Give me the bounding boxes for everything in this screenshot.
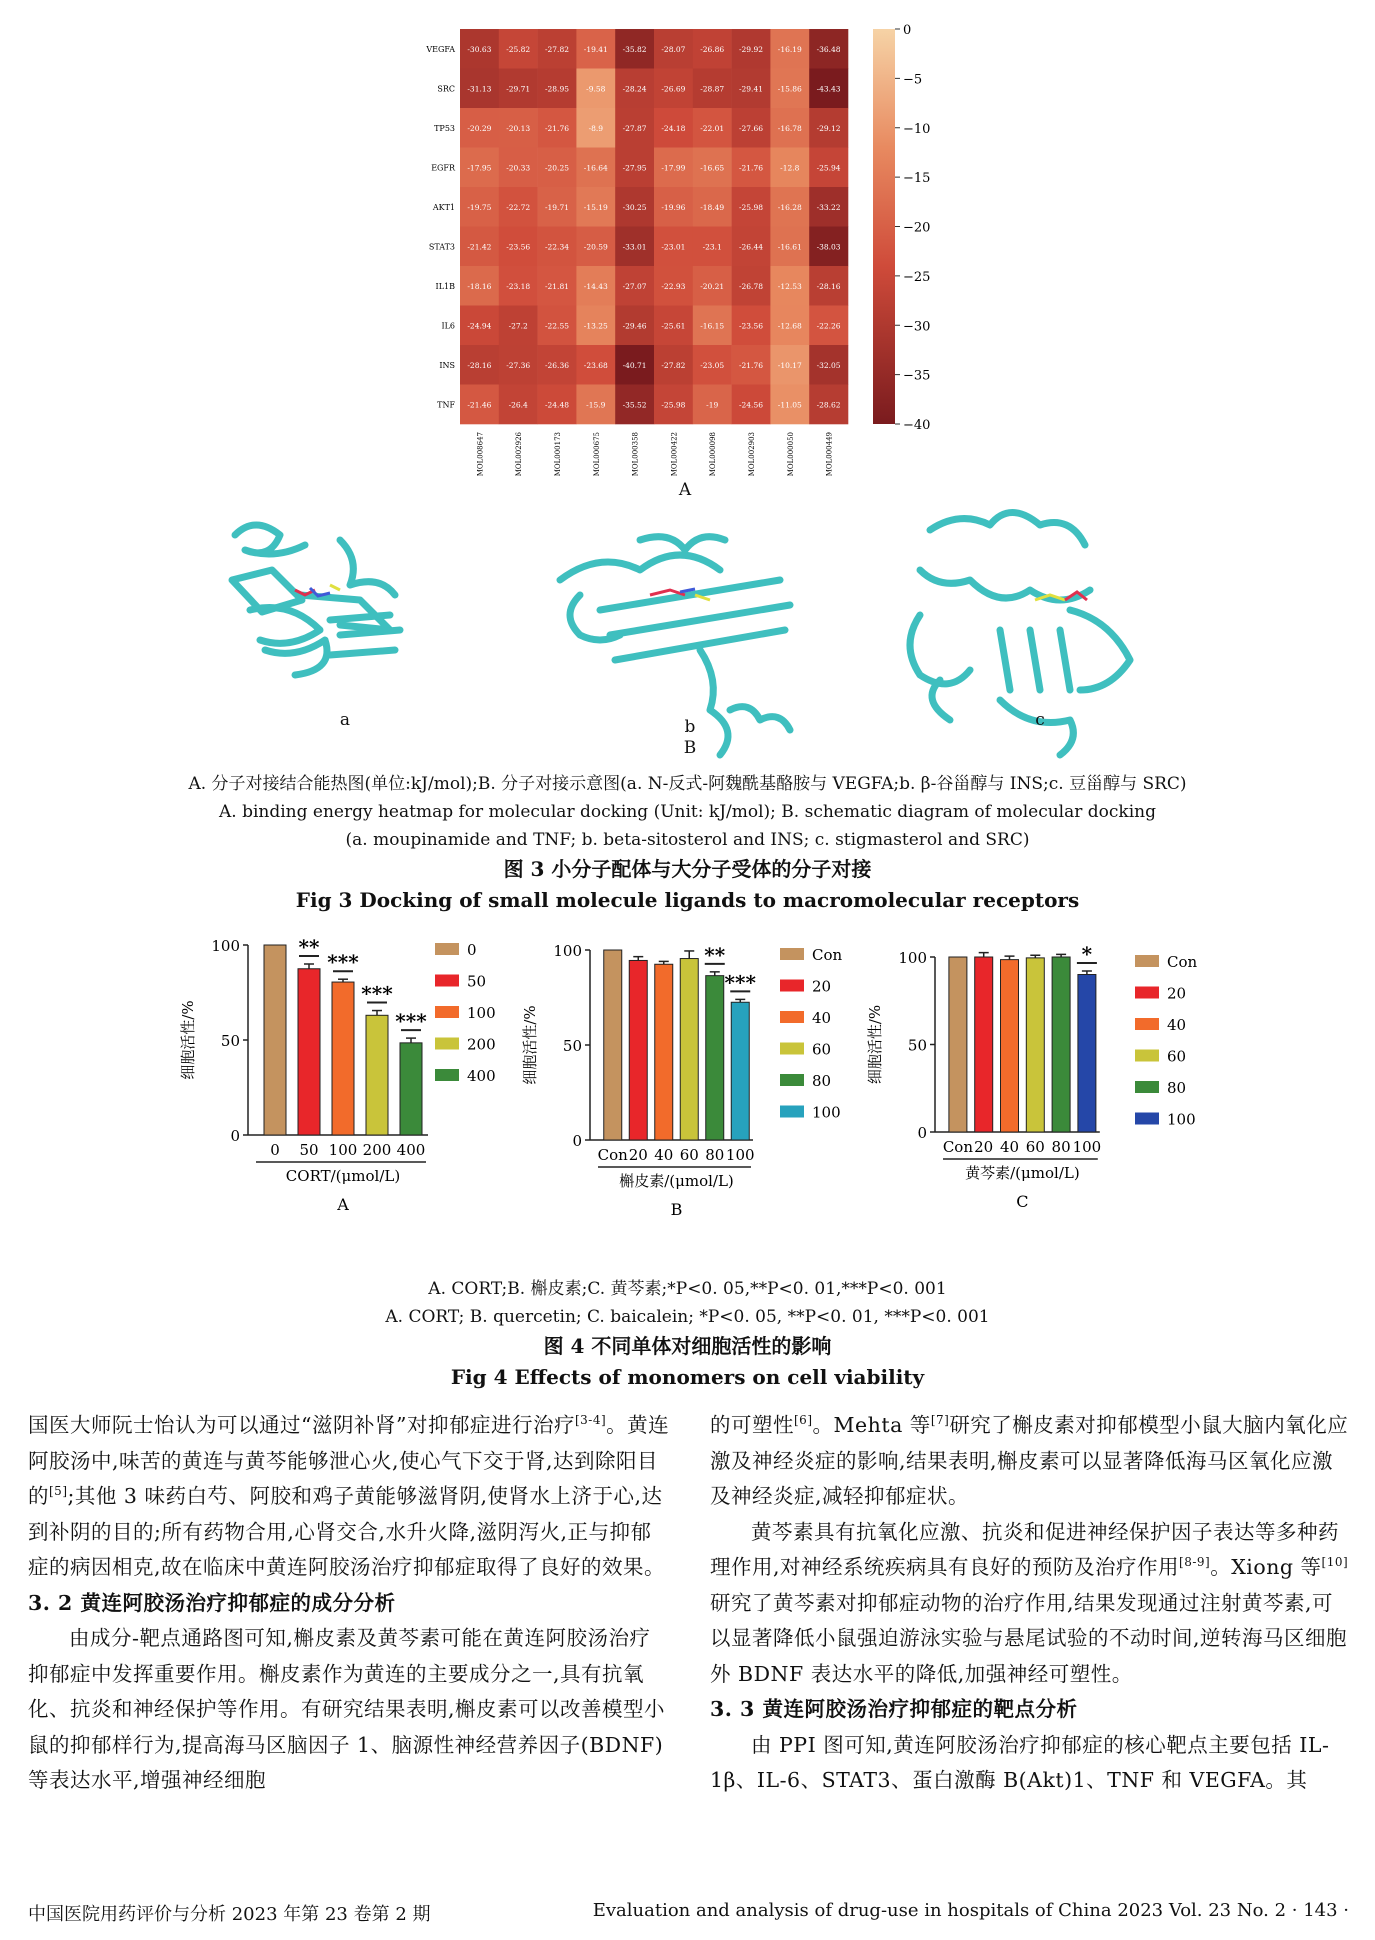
heatmap-cell-value: -38.03 [816, 242, 841, 252]
section-heading-3-3: 3. 3 黄连阿胶汤治疗抑郁症的靶点分析 [710, 1697, 1078, 1721]
heatmap-cell-value: -10.17 [777, 360, 802, 370]
colorbar-tick-label: −10 [903, 121, 931, 137]
heatmap-cell-value: -28.95 [544, 84, 570, 94]
heatmap-cell-value: -26.4 [508, 400, 528, 410]
heatmap-cell-value: -26.86 [700, 44, 725, 54]
heatmap-cell-value: -23.68 [583, 360, 608, 370]
heatmap-colorbar [873, 29, 895, 424]
heatmap-cell-value: -25.98 [661, 400, 686, 410]
bar [1078, 975, 1096, 1133]
colorbar-tick-label: −35 [903, 368, 931, 384]
section-heading-3-2: 3. 2 黄连阿胶汤治疗抑郁症的成分分析 [28, 1590, 396, 1615]
sig-marker: *** [395, 1009, 427, 1034]
heatmap-cell-value: -24.18 [661, 123, 686, 133]
heatmap-cell-value: -28.16 [816, 281, 841, 291]
heatmap-row-label: TNF [437, 400, 455, 410]
sig-marker: * [1081, 942, 1093, 966]
heatmap-cell-value: -16.65 [700, 163, 725, 173]
x-tick-label: 200 [362, 1141, 392, 1159]
heatmap-row-label: EGFR [431, 163, 455, 173]
heatmap-row-label: STAT3 [428, 242, 455, 252]
legend-swatch [1135, 955, 1159, 967]
legend-swatch [1135, 1050, 1159, 1062]
heatmap-cell-value: -40.71 [622, 360, 647, 370]
heatmap-cell-value: -27.66 [738, 123, 764, 133]
colorbar-tick-label: −25 [903, 269, 931, 285]
heatmap-cell-value: -27.87 [622, 123, 647, 133]
sig-marker: ** [298, 935, 320, 959]
legend-label: Con [812, 946, 843, 964]
heatmap-cell-value: -28.24 [622, 84, 647, 94]
x-tick-label: 400 [396, 1141, 426, 1159]
heatmap-cell-value: -13.25 [583, 321, 608, 331]
y-tick-label: 0 [230, 1127, 240, 1145]
x-tick-label: 40 [999, 1138, 1020, 1156]
colorbar-tick-label: 0 [903, 23, 912, 38]
sig-marker: *** [361, 981, 393, 1006]
heatmap-cell-value: -9.58 [586, 84, 606, 94]
panel-label: B [670, 1200, 683, 1219]
x-tick-label: 100 [328, 1141, 358, 1159]
sig-marker: ** [704, 942, 726, 967]
x-tick-label: 20 [628, 1146, 648, 1164]
x-tick-label: 60 [1025, 1138, 1045, 1156]
heatmap-cell-value: -16.28 [777, 202, 802, 212]
x-axis-label: 黄芩素/(μmol/L) [965, 1164, 1080, 1182]
right-paragraph-1: 的可塑性[6]。Mehta 等[7]研究了槲皮素对抑郁模型小鼠大脑内氧化应激及神经炎症的影响,结果表明,槲皮素可以显著降低海马区氧化应激及神经炎症,减轻抑郁症状。 [710, 1413, 1349, 1508]
heatmap-cell-value: -27.82 [661, 360, 686, 370]
legend-swatch [435, 943, 459, 955]
y-tick-label: 100 [898, 949, 927, 967]
heatmap-cell-value: -35.82 [622, 44, 647, 54]
y-axis-label: 细胞活性/% [521, 1005, 539, 1085]
heatmap-cell-value: -22.55 [544, 321, 570, 331]
y-axis-label: 细胞活性/% [179, 1000, 197, 1080]
heatmap-panel-label: A [678, 480, 692, 500]
fig4-charts [0, 925, 1375, 1280]
legend-swatch [435, 975, 459, 987]
heatmap-cell-value: -27.36 [506, 360, 531, 370]
heatmap-col-label: MOL000173 [554, 432, 562, 477]
legend-label: 100 [1167, 1110, 1196, 1129]
heatmap-cell-value: -22.01 [700, 123, 725, 133]
bar [680, 959, 698, 1140]
docking-protein-c [910, 513, 1130, 756]
left-column [28, 1408, 670, 1799]
legend-label: 60 [812, 1040, 832, 1059]
heatmap-cell-value: -43.43 [816, 84, 841, 94]
y-tick-label: 100 [553, 942, 582, 960]
y-tick-label: 0 [917, 1124, 927, 1142]
heatmap-col-label: MOL002903 [748, 432, 756, 477]
fig3-caption-en1: A. binding energy heatmap for molecular docking (Unit: kJ/mol); B. schematic diagram of molecular docking [218, 802, 1156, 822]
heatmap-cell-value: -18.49 [700, 202, 725, 212]
heatmap-cell-value: -26.36 [544, 360, 570, 370]
heatmap-cell-value: -27.07 [622, 281, 647, 291]
y-tick-label: 50 [220, 1032, 240, 1050]
fig3-title-cn: 图 3 小分子配体与大分子受体的分子对接 [503, 857, 872, 881]
heatmap-col-label: MOL008647 [476, 432, 485, 477]
heatmap-cell-value: -23.56 [738, 321, 764, 331]
fig4-caption-en: A. CORT; B. quercetin; C. baicalein; *P<0. 05, **P<0. 01, ***P<0. 001 [385, 1307, 990, 1327]
bar [264, 945, 286, 1135]
legend-label: 40 [812, 1009, 832, 1027]
y-tick-label: 50 [562, 1037, 582, 1055]
heatmap-row-label: INS [439, 360, 455, 370]
heatmap-cell-value: -33.22 [816, 202, 841, 212]
left-paragraph-1: 国医大师阮士怡认为可以通过“滋阴补肾”对抑郁症进行治疗[3-4]。黄连阿胶汤中,味苦的黄连与黄芩能够泄心火,使心气下交于肾,达到除阳目的[5];其他 3 味药白芍、阿胶和鸡子黄能够滋肾阴,使肾水上济于心,达到补阴的目的;所有药物合用,心肾交合,水升火降,滋阴泻火,正与抑郁症的病因相克,故在临床中黄连阿胶汤治疗抑郁症取得了良好的效果。 [28, 1413, 670, 1579]
heatmap-col-label: MOL000050 [786, 432, 795, 477]
x-tick-label: 100 [725, 1146, 755, 1164]
legend-swatch [435, 1038, 459, 1050]
x-tick-label: 40 [654, 1146, 674, 1164]
legend-swatch [780, 980, 804, 992]
legend-swatch [1135, 1018, 1159, 1030]
x-tick-label: Con [942, 1138, 973, 1156]
bar [949, 957, 967, 1132]
chart-panel-C [866, 942, 1198, 1211]
heatmap-cell-value: -22.26 [816, 321, 841, 331]
panel-label: A [337, 1195, 349, 1214]
heatmap-cell-value: -30.25 [622, 202, 647, 212]
right-column [710, 1408, 1352, 1799]
legend-label: 60 [1167, 1047, 1187, 1066]
heatmap-cell-value: -36.48 [816, 44, 841, 54]
heatmap-cell-value: -25.82 [506, 44, 531, 54]
heatmap-row-label: AKT1 [432, 202, 455, 212]
heatmap-cell-value: -20.29 [467, 123, 492, 133]
heatmap-row-label: IL1B [435, 281, 455, 291]
heatmap-cell-value: -22.72 [506, 202, 531, 212]
legend-swatch [1135, 987, 1159, 999]
heatmap-cell-value: -24.94 [467, 321, 492, 331]
heatmap-cell-value: -29.71 [506, 84, 531, 94]
heatmap-cell-value: -33.01 [622, 242, 647, 252]
panel-label: C [1016, 1192, 1029, 1211]
heatmap-cell-value: -16.19 [777, 44, 802, 54]
heatmap-cell-value: -25.94 [816, 163, 841, 173]
heatmap-cell-value: -20.21 [700, 281, 725, 291]
heatmap-cell-value: -31.13 [467, 84, 492, 94]
sig-marker: *** [724, 970, 756, 995]
legend-swatch [780, 1011, 804, 1023]
y-tick-label: 50 [907, 1036, 927, 1055]
heatmap-figure [0, 0, 1375, 500]
legend-label: 20 [1167, 984, 1187, 1003]
heatmap-cell-value: -28.16 [467, 360, 492, 370]
heatmap-cell-value: -12.8 [780, 163, 800, 173]
docking-label-c: c [1035, 710, 1045, 730]
legend-label: 200 [467, 1035, 496, 1054]
heatmap-cell-value: -20.25 [544, 163, 570, 173]
heatmap-cell-value: -21.81 [544, 281, 570, 291]
heatmap-cell-value: -19.96 [661, 202, 686, 212]
heatmap-cell-value: -26.69 [661, 84, 686, 94]
heatmap-cell-value: -16.64 [583, 163, 608, 173]
heatmap-row-label: IL6 [441, 321, 455, 331]
heatmap-cell-value: -20.33 [506, 163, 531, 173]
right-paragraph-2: 黄芩素具有抗氧化应激、抗炎和促进神经保护因子表达等多种药理作用,对神经系统疾病具有良好的预防及治疗作用[8-9]。Xiong 等[10]研究了黄芩素对抑郁症动物的治疗作用,结果发现通过注射黄芩素,可以显著降低小鼠强迫游泳实验与悬尾试验的不动时间,逆转海马区细胞外 BDNF 表达水平的降低,加强神经可塑性。 [710, 1519, 1349, 1686]
heatmap-cell-value: -11.05 [777, 400, 802, 410]
heatmap-row-label: SRC [437, 84, 455, 94]
colorbar-tick-label: −15 [903, 171, 931, 187]
fig4-title-en: Fig 4 Effects of monomers on cell viability [450, 1365, 925, 1389]
legend-label: 40 [1167, 1016, 1187, 1034]
heatmap-cell-value: -15.9 [586, 400, 606, 410]
heatmap-cell-value: -19.71 [544, 202, 570, 212]
x-tick-label: 60 [679, 1146, 699, 1164]
heatmap-cell-value: -21.42 [467, 242, 492, 252]
docking-label-b: b [684, 717, 696, 737]
fig3-title-en: Fig 3 Docking of small molecule ligands to macromolecular receptors [295, 888, 1080, 912]
heatmap-cell-value: -27.82 [544, 44, 570, 54]
bar [706, 976, 724, 1140]
heatmap-cell-value: -21.76 [544, 123, 570, 133]
heatmap-cell-value: -12.68 [777, 321, 802, 331]
heatmap-cell-value: -29.92 [738, 44, 764, 54]
legend-swatch [780, 948, 804, 960]
chart-panel-A [179, 935, 496, 1214]
heatmap-cell-value: -19.41 [583, 44, 608, 54]
heatmap-cell-value: -21.76 [738, 163, 764, 173]
heatmap-cell-value: -26.78 [738, 281, 764, 291]
heatmap-col-label: MOL000358 [631, 432, 640, 477]
heatmap-cell-value: -17.99 [661, 163, 686, 173]
y-tick-label: 0 [572, 1132, 582, 1150]
heatmap-cell-value: -23.56 [506, 242, 531, 252]
bar [298, 969, 320, 1135]
heatmap-col-label: MOL000422 [670, 432, 679, 477]
heatmap-cell-value: -28.62 [816, 400, 841, 410]
legend-label: Con [1167, 953, 1198, 971]
heatmap-cell-value: -16.15 [700, 321, 725, 331]
heatmap-cell-value: -17.95 [467, 163, 492, 173]
heatmap-cell-value: -15.19 [583, 202, 608, 212]
heatmap-cell-value: -16.78 [777, 123, 802, 133]
heatmap-cell-value: -28.87 [700, 84, 725, 94]
x-axis-label: CORT/(μmol/L) [285, 1167, 401, 1185]
heatmap-cell-value: -24.56 [738, 400, 764, 410]
heatmap-cell-value: -23.18 [506, 281, 531, 291]
heatmap-row-label: TP53 [434, 123, 455, 133]
heatmap-cell-value: -27.2 [508, 321, 528, 331]
heatmap-cell-value: -12.53 [777, 281, 802, 291]
heatmap-cell-value: -15.86 [777, 84, 802, 94]
heatmap-row-label: VEGFA [426, 44, 455, 54]
right-paragraph-3: 由 PPI 图可知,黄连阿胶汤治疗抑郁症的核心靶点主要包括 IL-1β、IL-6、STAT3、蛋白激酶 B(Akt)1、TNF 和 VEGFA。其 [710, 1732, 1330, 1792]
docking-label-a: a [339, 710, 351, 730]
bar [629, 960, 647, 1140]
fig4-caption-cn: A. CORT;B. 槲皮素;C. 黄芩素;*P<0. 05,**P<0. 01,***P<0. 001 [428, 1279, 947, 1299]
bar [604, 950, 622, 1140]
heatmap-cell-value: -29.41 [738, 84, 764, 94]
x-tick-label: 20 [974, 1138, 994, 1156]
heatmap-cell-value: -35.52 [622, 400, 647, 410]
heatmap-cell-value: -19.75 [467, 202, 492, 212]
x-tick-label: 80 [1051, 1138, 1071, 1156]
bar [731, 1002, 749, 1140]
footer-right: Evaluation and analysis of drug-use in hospitals of China 2023 Vol. 23 No. 2 · 143 · [592, 1900, 1349, 1921]
heatmap-col-label: MOL000449 [825, 432, 834, 477]
heatmap-cell-value: -18.16 [467, 281, 492, 291]
x-tick-label: 100 [1072, 1138, 1102, 1156]
colorbar-tick-label: −30 [903, 319, 931, 335]
legend-label: 100 [467, 1004, 496, 1022]
heatmap-cell-value: -19 [706, 400, 719, 410]
bar [975, 957, 993, 1132]
fig3-caption-en2: (a. moupinamide and TNF; b. beta-sitosterol and INS; c. stigmasterol and SRC) [345, 830, 1030, 850]
legend-label: 50 [467, 972, 487, 991]
heatmap-cell-value: -22.34 [544, 242, 570, 252]
sig-marker: *** [327, 950, 359, 975]
left-paragraph-2: 由成分-靶点通路图可知,槲皮素及黄芩素可能在黄连阿胶汤治疗抑郁症中发挥重要作用。槲皮素作为黄连的主要成分之一,具有抗氧化、抗炎和神经保护等作用。有研究结果表明,槲皮素可以改善模型小鼠的抑郁样行为,提高海马区脑因子 1、脑源性神经营养因子(BDNF)等表达水平,增强神经细胞 [28, 1626, 666, 1792]
y-axis-label: 细胞活性/% [866, 1004, 884, 1085]
legend-label: 20 [812, 977, 832, 996]
legend-swatch [435, 1006, 459, 1018]
bar [655, 964, 673, 1140]
legend-label: 0 [467, 941, 477, 959]
heatmap-cell-value: -23.01 [661, 242, 686, 252]
docking-protein-a [232, 525, 400, 675]
heatmap-cell-value: -25.61 [661, 321, 686, 331]
legend-swatch [1135, 1081, 1159, 1093]
heatmap-cell-value: -24.48 [544, 400, 570, 410]
bar [1026, 958, 1044, 1132]
bar [400, 1043, 422, 1135]
heatmap-cell-value: -29.12 [816, 123, 841, 133]
footer-left: 中国医院用药评价与分析 2023 年第 23 卷第 2 期 [28, 1904, 431, 1925]
heatmap-cell-value: -32.05 [816, 360, 841, 370]
heatmap-cell-value: -20.59 [583, 242, 608, 252]
heatmap-cell-value: -27.95 [622, 163, 647, 173]
legend-swatch [780, 1074, 804, 1086]
legend-label: 80 [812, 1072, 832, 1090]
x-tick-label: 0 [270, 1141, 280, 1159]
legend-swatch [1135, 1113, 1159, 1125]
x-tick-label: 80 [705, 1146, 725, 1164]
heatmap-col-label: MOL000675 [592, 432, 601, 477]
heatmap-col-label: MOL000098 [709, 432, 718, 477]
chart-panel-B [521, 942, 843, 1219]
x-axis-label: 槲皮素/(μmol/L) [619, 1172, 734, 1190]
bar [1001, 960, 1019, 1132]
heatmap-cell-value: -22.93 [661, 281, 686, 291]
heatmap-cell-value: -23.05 [700, 360, 725, 370]
heatmap-cell-value: -29.46 [622, 321, 647, 331]
legend-label: 100 [812, 1103, 841, 1122]
docking-panel-label: B [683, 738, 697, 758]
legend-label: 80 [1167, 1079, 1187, 1097]
heatmap-cell-value: -20.13 [506, 123, 531, 133]
fig3-caption-cn: A. 分子对接结合能热图(单位:kJ/mol);B. 分子对接示意图(a. N-反式-阿魏酰基酪胺与 VEGFA;b. β-谷甾醇与 INS;c. 豆甾醇与 SRC) [188, 774, 1187, 794]
heatmap-cell-value: -26.44 [738, 242, 764, 252]
bar [332, 982, 354, 1135]
colorbar-tick-label: −20 [903, 220, 931, 236]
colorbar-tick-label: −40 [903, 418, 931, 433]
bar [1052, 957, 1070, 1132]
colorbar-tick-label: −5 [903, 72, 923, 88]
heatmap-cell-value: -16.61 [777, 242, 802, 252]
heatmap-cell-value: -8.9 [588, 123, 604, 133]
heatmap-cell-value: -14.43 [583, 281, 608, 291]
heatmap-cell-value: -30.63 [467, 44, 492, 54]
x-tick-label: Con [597, 1146, 628, 1164]
x-tick-label: 50 [299, 1141, 319, 1159]
heatmap-cell-value: -21.46 [467, 400, 492, 410]
legend-swatch [435, 1069, 459, 1081]
legend-label: 400 [467, 1067, 496, 1085]
legend-swatch [780, 1043, 804, 1055]
heatmap-cell-value: -28.07 [661, 44, 686, 54]
fig4-title-cn: 图 4 不同单体对细胞活性的影响 [543, 1334, 832, 1358]
y-tick-label: 100 [211, 937, 240, 955]
heatmap-col-label: MOL002926 [515, 432, 524, 477]
legend-swatch [780, 1106, 804, 1118]
heatmap-cell-value: -21.76 [738, 360, 764, 370]
bar [366, 1015, 388, 1135]
heatmap-cell-value: -25.98 [738, 202, 764, 212]
heatmap-cell-value: -23.1 [702, 242, 722, 252]
